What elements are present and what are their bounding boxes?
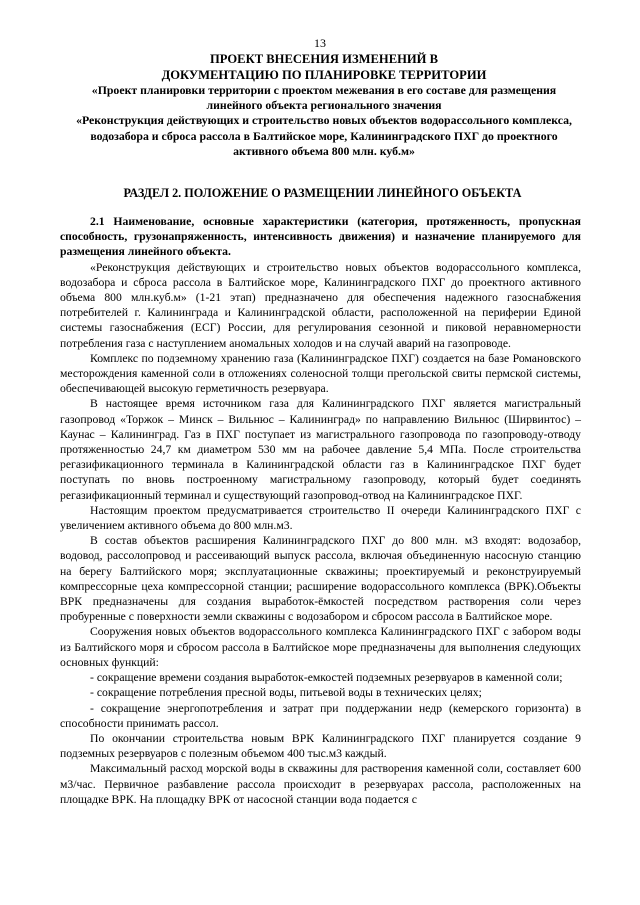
section-title: РАЗДЕЛ 2. ПОЛОЖЕНИЕ О РАЗМЕЩЕНИИ ЛИНЕЙНОГО ОБЪЕКТА xyxy=(123,186,522,200)
list-item: - сокращение энергопотребления и затрат при поддержании недр (кемерского горизонта) в способности принимать рассол. xyxy=(60,701,581,730)
paragraph: В состав объектов расширения Калининградского ПХГ до 800 млн. м3 входят: водозабор, водовод, рассолопровод и рассеивающий выпуск рассола, включая объединенную насосную станцию на берегу Балтийского моря; эксплуатационные скважины; проектируемый и реконструируемый компрессорные цеха компрессорной станции; расширение водорассольного комплекса (ВРК).Объекты ВРК предназначены для создания выработок-ёмкостей посредством растворения соли через пробуренные с поверхности земли скважины с водозабором и сбросом рассола в Балтийское море. xyxy=(60,534,581,624)
document-body xyxy=(60,214,581,807)
paragraph: Максимальный расход морской воды в скважины для растворения каменной соли, составляет 600 м3/час. Первичное разбавление рассола происходит в резервуарах рассола, расположенных на площадке ВРК. На площадку ВРК от насосной станции вода подается с xyxy=(60,762,581,806)
paragraph: В настоящее время источником газа для Калининградского ПХГ является магистральный газопровод «Торжок – Минск – Вильнюс – Калининград» по направлению Вильнюс (Ширвинтос) – Каунас – Калининград. Газ в ПХГ поступает из магистрального газопровода по газопроводу-отводу протяженностью 24,7 км диаметром 530 мм на рабочее давление 5,4 МПа. После строительства регазификационного терминала в Калининградской области газ в Калининградское ПХГ будет поступать по вновь построенному магистральному газопроводу, который будет соединять регазификационный терминал и существующий газопровод-отвод на Калининградское ПХГ. xyxy=(60,397,581,502)
header-title-line-1: ПРОЕКТ ВНЕСЕНИЯ ИЗМЕНЕНИЙ В xyxy=(209,52,439,66)
paragraph: По окончании строительства новым ВРК Калининградского ПХГ планируется создание 9 подземных резервуаров с полезным объемом 400 тыс.м3 каждый. xyxy=(60,731,581,761)
paragraph: Комплекс по подземному хранению газа (Калининградское ПХГ) создается на базе Романовского месторождения каменной соли в отложениях соленосной толщи прегольской свиты пермской системы, обеспечивающей высокую герметичность резервуара. xyxy=(60,351,581,396)
header-project-name: «Реконструкция действующих и строительство новых объектов водорассольного комплекса, водозабора и сброса рассола в Балтийское море, Калининградского ПХГ до проектного активного объема 800 млн. куб.м» xyxy=(76,113,572,158)
header-subtitle: «Проект планировки территории с проектом межевания в его составе для размещения линейного объекта регионального значения xyxy=(91,83,557,113)
list-item: - сокращение потребления пресной воды, питьевой воды в технических целях; xyxy=(90,686,482,700)
paragraph: Сооружения новых объектов водорассольного комплекса Калининградского ПХГ с забором воды из Балтийского моря и сбросом рассола в Балтийское море предназначены для выполнения следующих основных функций: xyxy=(60,625,581,669)
paragraph: «Реконструкция действующих и строительство новых объектов водорассольного комплекса, водозабора и сброса рассола в Балтийское море, Калининградского ПХГ до проектного активного объема 800 млн.куб.м» (1-21 этап) предназначено для обеспечения надежного газоснабжения потребителей г. Калининграда и Калининградской области, расположенной на периферии Единой системы газоснабжения (ЕСГ) России, для регулирования сезонной и пиковой неравномерности потребления газа с наступлением аномальных холодов и на случай аварий на газопроводе. xyxy=(60,260,581,350)
header-title-line-2: ДОКУМЕНТАЦИЮ ПО ПЛАНИРОВКЕ ТЕРРИТОРИИ xyxy=(161,67,487,82)
subsection-heading: 2.1 Наименование, основные характеристики (категория, протяженность, пропускная способность, грузонапряженность, интенсивность движения) и назначение планируемого для размещения линейного объекта. xyxy=(60,215,581,259)
list-item: - сокращение времени создания выработок-емкостей подземных резервуаров в каменной соли; xyxy=(90,671,563,685)
page-number: 13 xyxy=(314,36,326,50)
paragraph: Настоящим проектом предусматривается строительство II очереди Калининградского ПХГ с увеличением активного объема до 800 млн.м3. xyxy=(60,503,581,533)
document-header xyxy=(74,52,574,159)
